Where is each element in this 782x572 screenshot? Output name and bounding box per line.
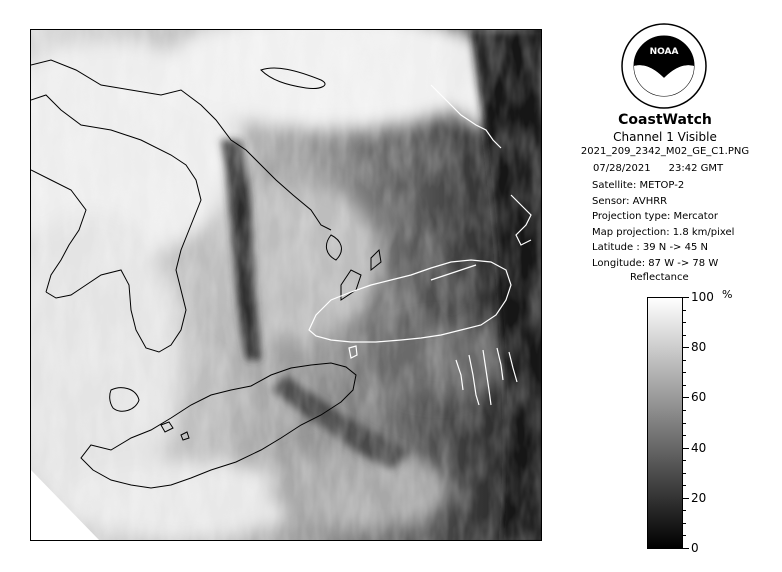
colorbar-tick-label: 60 xyxy=(691,390,707,404)
meta-satellite: Satellite: METOP-2 xyxy=(592,180,685,191)
colorbar-minor-tick xyxy=(683,322,686,323)
colorbar-minor-tick xyxy=(683,473,686,474)
meta-latitude: Latitude : 39 N -> 45 N xyxy=(592,242,708,253)
channel-title: Channel 1 Visible xyxy=(613,130,717,144)
colorbar-minor-tick xyxy=(683,510,686,511)
colorbar-minor-tick xyxy=(683,460,686,461)
colorbar-tick-label: 40 xyxy=(691,441,707,455)
product-title: CoastWatch xyxy=(618,112,712,128)
colorbar-major-tick xyxy=(683,548,689,549)
meta-map-projection: Map projection: 1.8 km/pixel xyxy=(592,226,735,238)
colorbar-minor-tick xyxy=(683,335,686,336)
scale-label: Reflectance xyxy=(630,272,689,283)
colorbar-minor-tick xyxy=(683,485,686,486)
colorbar-minor-tick xyxy=(683,435,686,436)
filename: 2021_209_2342_M02_GE_C1.PNG xyxy=(580,146,750,157)
colorbar-major-tick xyxy=(683,297,689,298)
colorbar-minor-tick xyxy=(683,410,686,411)
date: 07/28/2021 xyxy=(593,163,651,174)
meta-sensor: Sensor: AVHRR xyxy=(592,195,668,207)
colorbar-minor-tick xyxy=(683,423,686,424)
colorbar-major-tick xyxy=(683,498,689,499)
satellite-map xyxy=(30,29,542,541)
reflectance-colorbar xyxy=(647,297,683,549)
meta-projection-type: Projection type: Mercator xyxy=(592,211,718,222)
colorbar-minor-tick xyxy=(683,523,686,524)
colorbar-minor-tick xyxy=(683,360,686,361)
noaa-logo xyxy=(620,22,708,110)
colorbar-minor-tick xyxy=(683,372,686,373)
colorbar-major-tick xyxy=(683,397,689,398)
satellite-image xyxy=(31,30,542,541)
colorbar-minor-tick xyxy=(683,535,686,536)
colorbar-minor-tick xyxy=(683,385,686,386)
colorbar-tick-label: 20 xyxy=(691,491,707,505)
colorbar-minor-tick xyxy=(683,310,686,311)
colorbar-tick-label: 80 xyxy=(691,340,707,354)
time: 23:42 GMT xyxy=(668,163,724,174)
metadata-list xyxy=(592,178,734,271)
colorbar-major-tick xyxy=(683,347,689,348)
colorbar-ticks xyxy=(683,290,743,555)
colorbar-tick-label: 100 xyxy=(691,290,714,304)
meta-longitude: Longitude: 87 W -> 78 W xyxy=(592,257,719,269)
colorbar-tick-label: 0 xyxy=(691,541,699,555)
noaa-emblem-icon xyxy=(620,22,708,110)
logo-text: NOAA xyxy=(649,47,679,57)
datetime xyxy=(593,163,723,174)
scale-unit: % xyxy=(722,288,733,301)
colorbar-major-tick xyxy=(683,448,689,449)
